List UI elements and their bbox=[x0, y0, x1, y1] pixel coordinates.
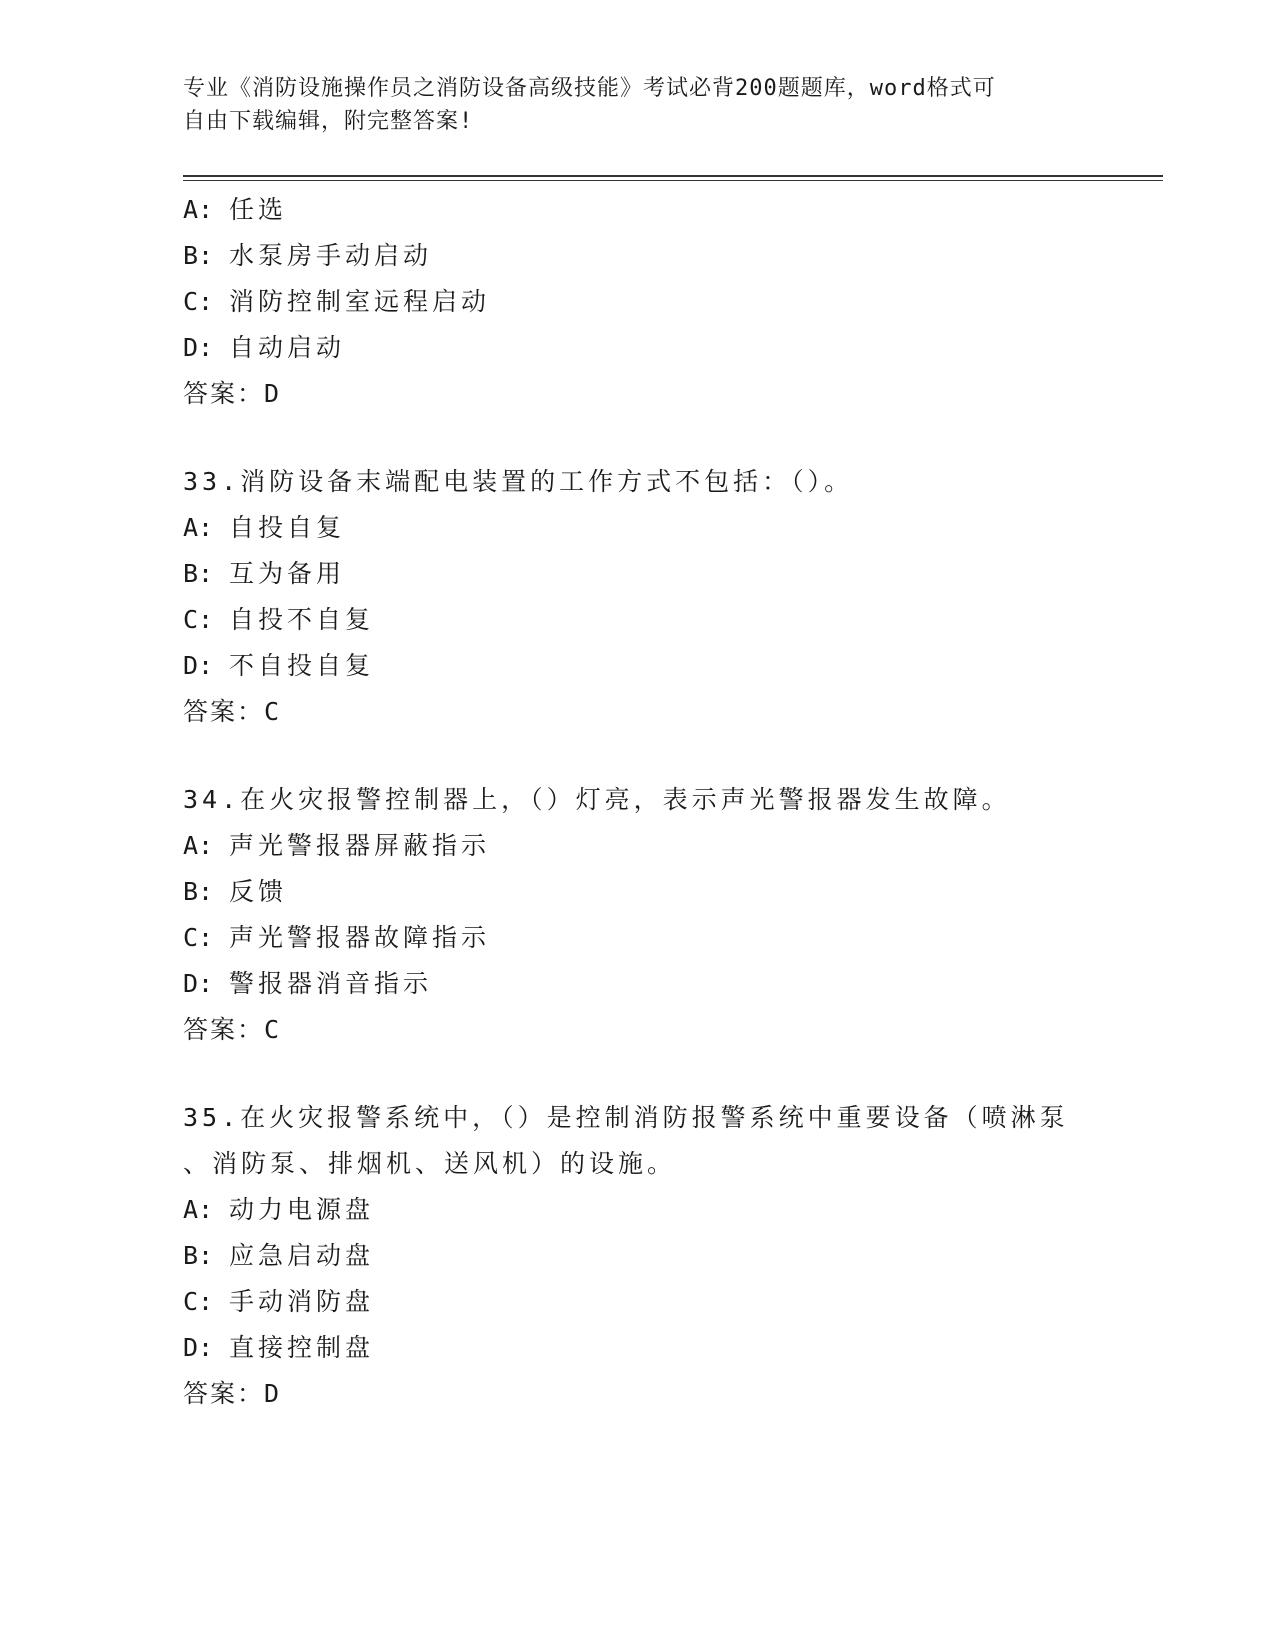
answer-line bbox=[183, 371, 1143, 417]
option-b bbox=[183, 1233, 1143, 1279]
question-stem: 34.在火灾报警控制器上，（）灯亮，表示声光警报器发生故障。 bbox=[183, 785, 1011, 814]
question-stem-line-2: 、消防泵、排烟机、送风机）的设施。 bbox=[183, 1149, 677, 1178]
answer-label: 答案： bbox=[183, 697, 265, 726]
answer-value: D bbox=[264, 1379, 282, 1408]
option-letter: D: bbox=[183, 969, 214, 998]
option-text: 消防控制室远程启动 bbox=[229, 287, 491, 316]
option-b bbox=[183, 869, 1143, 915]
option-d bbox=[183, 643, 1143, 689]
option-c bbox=[183, 1279, 1143, 1325]
option-b bbox=[183, 551, 1143, 597]
answer-label: 答案： bbox=[183, 1379, 265, 1408]
option-d bbox=[183, 325, 1143, 371]
option-a bbox=[183, 187, 1143, 233]
spacer bbox=[183, 1053, 1143, 1095]
option-letter: C: bbox=[183, 923, 214, 952]
option-letter: A: bbox=[183, 513, 214, 542]
option-c bbox=[183, 597, 1143, 643]
option-d bbox=[183, 961, 1143, 1007]
header-line-2: 自由下载编辑，附完整答案! bbox=[183, 109, 474, 134]
question-32-continued bbox=[183, 187, 1143, 417]
answer-label: 答案： bbox=[183, 1015, 265, 1044]
question-stem: 33.消防设备末端配电装置的工作方式不包括：（）。 bbox=[183, 467, 854, 496]
question-35 bbox=[183, 1095, 1143, 1417]
option-d bbox=[183, 1325, 1143, 1371]
answer-value: C bbox=[264, 697, 282, 726]
option-b bbox=[183, 233, 1143, 279]
option-a bbox=[183, 1187, 1143, 1233]
header-divider-thick bbox=[183, 175, 1163, 177]
option-text: 自投不自复 bbox=[229, 605, 375, 634]
option-letter: C: bbox=[183, 605, 214, 634]
question-stem-line-1: 35.在火灾报警系统中，（）是控制消防报警系统中重要设备（喷淋泵 bbox=[183, 1103, 1069, 1132]
option-letter: A: bbox=[183, 831, 214, 860]
answer-line bbox=[183, 689, 1143, 735]
option-text: 自投自复 bbox=[229, 513, 346, 542]
option-text: 手动消防盘 bbox=[229, 1287, 375, 1316]
option-text: 自动启动 bbox=[229, 333, 346, 362]
spacer bbox=[183, 735, 1143, 777]
option-a bbox=[183, 505, 1143, 551]
question-list bbox=[183, 187, 1143, 1417]
question-33 bbox=[183, 459, 1143, 735]
option-text: 直接控制盘 bbox=[229, 1333, 375, 1362]
option-letter: B: bbox=[183, 241, 214, 270]
option-text: 任选 bbox=[229, 195, 288, 224]
spacer bbox=[183, 417, 1143, 459]
option-letter: B: bbox=[183, 1241, 214, 1270]
answer-label: 答案： bbox=[183, 379, 265, 408]
option-text: 互为备用 bbox=[229, 559, 346, 588]
option-text: 不自投自复 bbox=[229, 651, 375, 680]
option-a bbox=[183, 823, 1143, 869]
option-c bbox=[183, 915, 1143, 961]
header-divider-thin bbox=[183, 180, 1163, 181]
option-letter: B: bbox=[183, 559, 214, 588]
option-text: 水泵房手动启动 bbox=[229, 241, 433, 270]
option-text: 警报器消音指示 bbox=[229, 969, 433, 998]
document-header bbox=[183, 72, 1083, 138]
option-letter: A: bbox=[183, 1195, 214, 1224]
option-letter: D: bbox=[183, 651, 214, 680]
option-text: 声光警报器屏蔽指示 bbox=[229, 831, 491, 860]
option-letter: D: bbox=[183, 333, 214, 362]
answer-line bbox=[183, 1007, 1143, 1053]
option-letter: B: bbox=[183, 877, 214, 906]
option-c bbox=[183, 279, 1143, 325]
answer-value: C bbox=[264, 1015, 282, 1044]
option-text: 声光警报器故障指示 bbox=[229, 923, 491, 952]
option-text: 反馈 bbox=[229, 877, 288, 906]
question-34 bbox=[183, 777, 1143, 1053]
option-text: 动力电源盘 bbox=[229, 1195, 375, 1224]
answer-line bbox=[183, 1371, 1143, 1417]
option-letter: A: bbox=[183, 195, 214, 224]
answer-value: D bbox=[264, 379, 282, 408]
option-letter: C: bbox=[183, 1287, 214, 1316]
header-line-1: 专业《消防设施操作员之消防设备高级技能》考试必背200题题库，word格式可 bbox=[183, 76, 996, 101]
option-letter: D: bbox=[183, 1333, 214, 1362]
option-letter: C: bbox=[183, 287, 214, 316]
option-text: 应急启动盘 bbox=[229, 1241, 375, 1270]
